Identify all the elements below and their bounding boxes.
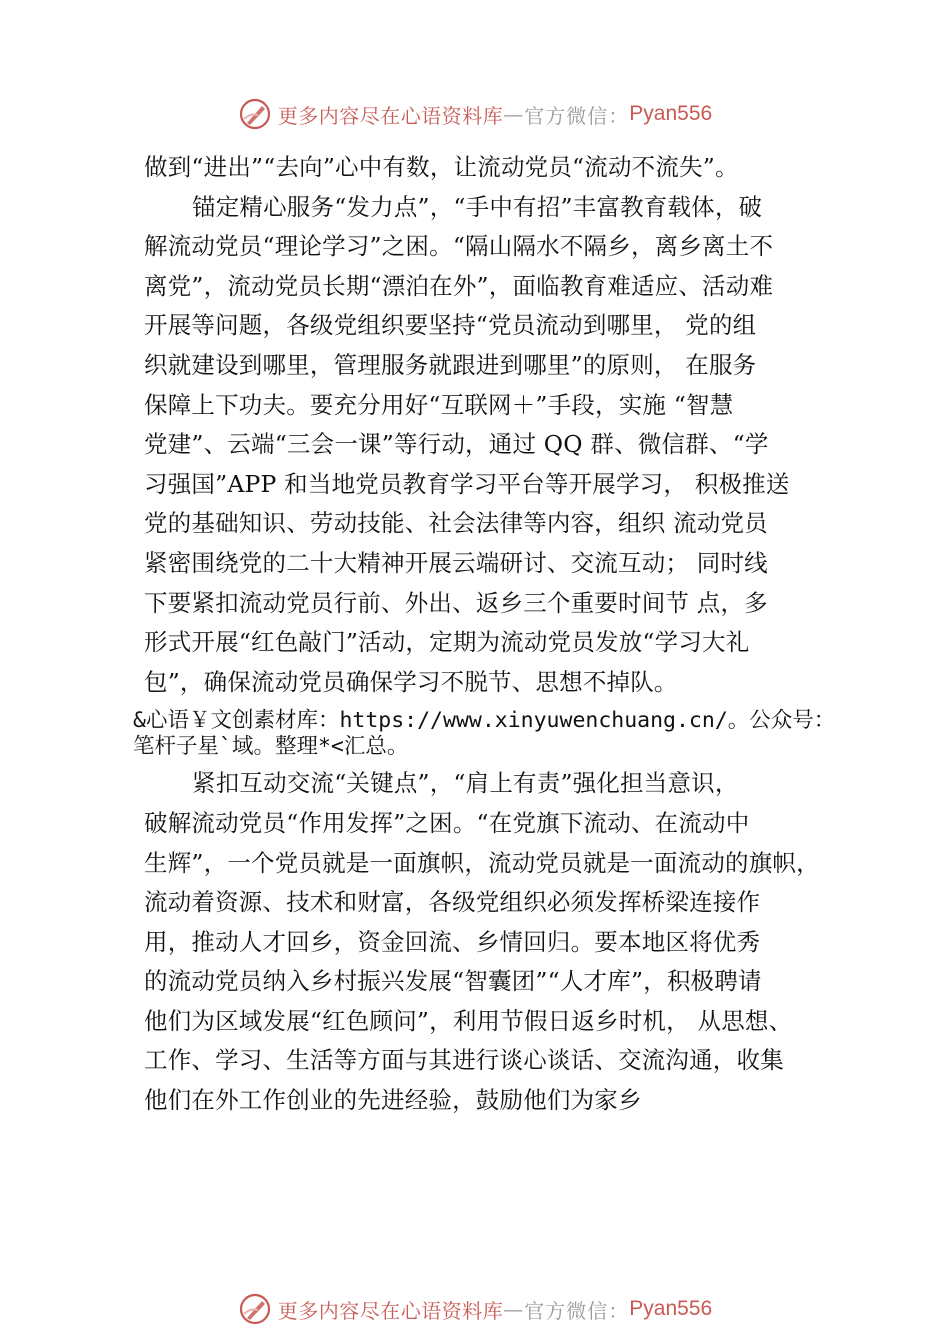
text-line: 保障上下功夫。要充分用好“互联网＋”手段，实施 “智慧: [144, 390, 734, 419]
text-line: 用，推动人才回乡，资金回流、乡情回归。要本地区将优秀: [144, 927, 761, 956]
text-line: 习强国”APP 和当地党员教育学习平台等开展学习， 积极推送: [144, 469, 790, 498]
footer-brand: 更多内容尽在心语资料库: [277, 1298, 504, 1323]
source-note: &心语￥文创素材库：https://www.xinyuwenchuang.cn/。公众号：笔杆子星`域。整理*<汇总。: [133, 708, 836, 760]
text-line: 织就建设到哪里，管理服务就跟进到哪里”的原则， 在服务: [144, 350, 757, 379]
text-line: 流动着资源、技术和财富，各级党组织必须发挥桥梁连接作: [144, 888, 761, 917]
footer-banner: [0, 1289, 950, 1329]
footer-wechat-label: 官方微信：: [524, 1298, 630, 1323]
text-line: 的流动党员纳入乡村振兴发展“智囊团”“人才库”，积极聘请: [144, 967, 762, 996]
header-wechat-id: Pyan556: [629, 102, 713, 125]
text-line: 包”，确保流动党员确保学习不脱节、思想不掉队。: [144, 667, 678, 696]
text-line: 他们在外工作创业的先进经验，鼓励他们为家乡: [144, 1086, 642, 1115]
paragraph-2: [144, 188, 844, 703]
text-line: 开展等问题，各级党组织要坚持“党员流动到哪里， 党的组: [144, 311, 757, 340]
text-line: 生辉”，一个党员就是一面旗帜，流动党员就是一面流动的旗帜，: [144, 848, 820, 877]
header-banner: [0, 94, 950, 134]
text-line: 党建”、云端“三会一课”等行动，通过 QQ 群、微信群、“学: [144, 430, 769, 459]
quill-pen-logo-icon: [238, 97, 272, 131]
text-line: 党的基础知识、劳动技能、社会法律等内容，组织 流动党员: [144, 509, 768, 538]
text-line: 做到“进出”“去向”心中有数，让流动党员“流动不流失”。: [144, 153, 739, 181]
text-line: 下要紧扣流动党员行前、外出、返乡三个重要时间节 点，多: [144, 588, 768, 617]
footer-wechat-id: Pyan556: [629, 1297, 713, 1320]
paragraph-3: [144, 764, 844, 1120]
header-wechat-label: 官方微信：: [524, 103, 630, 128]
header-separator: —: [503, 102, 525, 126]
text-line: 他们为区域发展“红色顾问”，利用节假日返乡时机， 从思想、: [144, 1006, 793, 1035]
text-line: 解流动党员“理论学习”之困。“隔山隔水不隔乡，离乡离土不: [144, 232, 774, 261]
text-line: 形式开展“红色敲门”活动，定期为流动党员发放“学习大礼: [144, 628, 750, 657]
text-line: 离党”，流动党员长期“漂泊在外”，面临教育难适应、活动难: [144, 271, 774, 300]
header-brand: 更多内容尽在心语资料库: [277, 103, 504, 128]
text-line: 紧扣互动交流“关键点”，“肩上有责”强化担当意识，: [192, 769, 739, 798]
text-line: 破解流动党员“作用发挥”之困。“在党旗下流动、在流动中: [144, 808, 750, 837]
quill-pen-logo-icon: [238, 1292, 272, 1326]
footer-separator: —: [503, 1297, 525, 1321]
text-line: 紧密围绕党的二十大精神开展云端研讨、交流互动； 同时线: [144, 548, 768, 577]
paragraph-1: [144, 148, 844, 188]
document-body: [133, 148, 844, 1121]
text-line: 锚定精心服务“发力点”，“手中有招”丰富教育载体，破: [192, 192, 763, 221]
text-line: 工作、学习、生活等方面与其进行谈心谈话、交流沟通，收集: [144, 1046, 784, 1075]
